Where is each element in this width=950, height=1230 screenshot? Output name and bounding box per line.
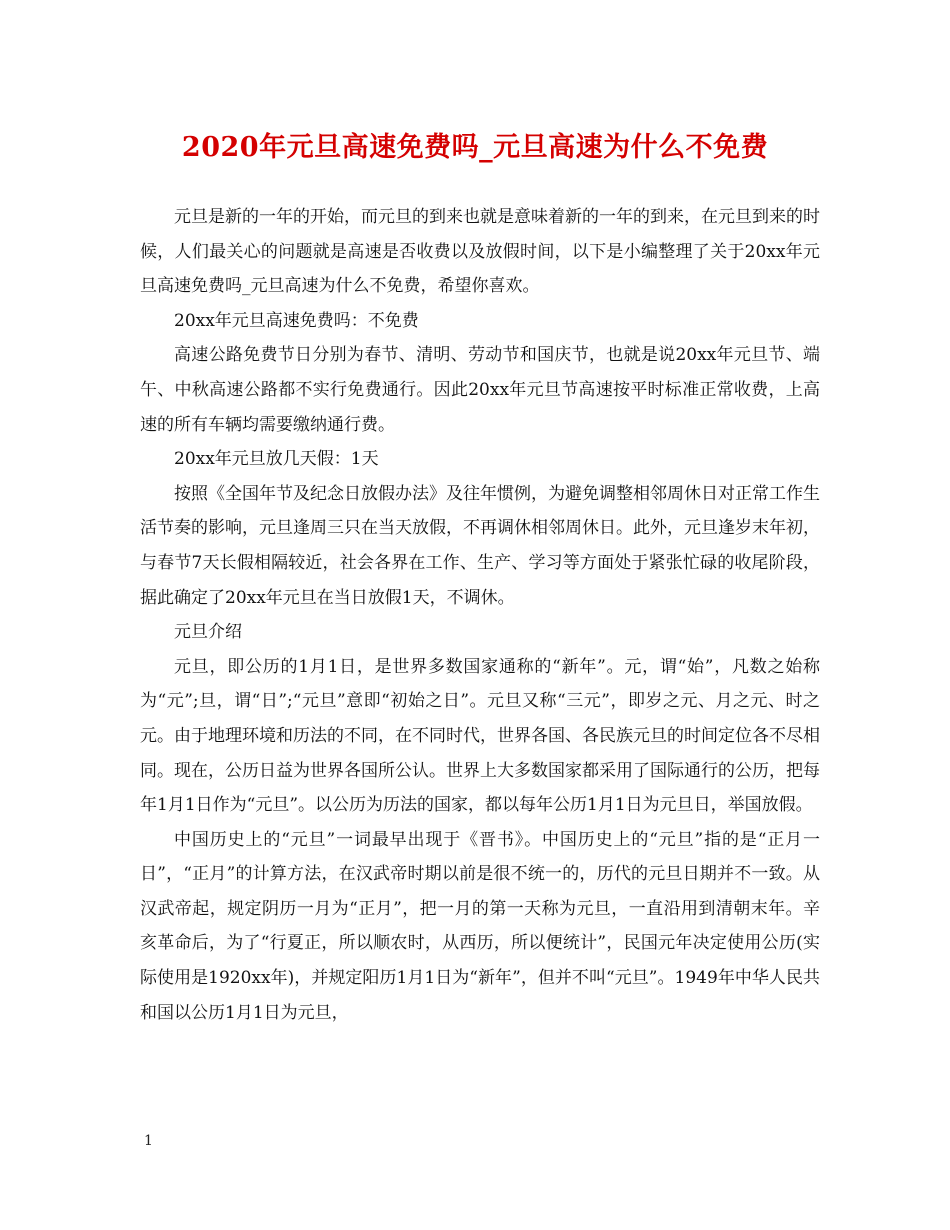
paragraph: 20xx年元旦高速免费吗：不免费 [174, 310, 419, 331]
document-title: 2020年元旦高速免费吗_元旦高速为什么不免费 [181, 132, 769, 163]
paragraph: 20xx年元旦放几天假：1天 [174, 449, 379, 470]
paragraph: 元旦是新的一年的开始，而元旦的到来也就是意味着新的一年的到来，在元旦到来的时候，人们最关心的问题就是高速是否收费以及放假时间，以下是小编整理了关于20xx年元旦高速免费吗_元旦高速为什么不免费，希望你喜欢。 [140, 207, 820, 297]
paragraph: 元旦，即公历的1月1日，是世界多数国家通称的“新年”。元，谓“始”，凡数之始称为“元”;旦，谓“日”;“元旦”意即“初始之日”。元旦又称“三元”，即岁之元、月之元、时之元。由于地理环境和历法的不同，在不同时代，世界各国、各民族元旦的时间定位各不尽相同。现在，公历日益为世界各国所公认。世界上大多数国家都采用了国际通行的公历，把每年1月1日作为“元旦”。以公历为历法的国家，都以每年公历1月1日为元旦日，举国放假。 [140, 656, 820, 816]
paragraph: 中国历史上的“元旦”一词最早出现于《晋书》。中国历史上的“元旦”指的是“正月一日”，“正月”的计算方法，在汉武帝时期以前是很不统一的，历代的元旦日期并不一致。从汉武帝起，规定阴历一月为“正月”，把一月的第一天称为元旦，一直沿用到清朝末年。辛亥革命后，为了“行夏正，所以顺农时，从西历，所以便统计”，民国元年决定使用公历(实际使用是1920xx年)，并规定阳历1月1日为“新年”，但并不叫“元旦”。1949年中华人民共和国以公历1月1日为元旦， [140, 829, 820, 1023]
document-body [140, 200, 820, 1030]
paragraph: 高速公路免费节日分别为春节、清明、劳动节和国庆节，也就是说20xx年元旦节、端午、中秋高速公路都不实行免费通行。因此20xx年元旦节高速按平时标准正常收费，上高速的所有车辆均需要缴纳通行费。 [140, 345, 820, 435]
paragraph: 按照《全国年节及纪念日放假办法》及往年惯例，为避免调整相邻周休日对正常工作生活节奏的影响，元旦逢周三只在当天放假，不再调休相邻周休日。此外，元旦逢岁末年初，与春节7天长假相隔较近，社会各界在工作、生产、学习等方面处于紧张忙碌的收尾阶段，据此确定了20xx年元旦在当日放假1天，不调休。 [140, 483, 820, 608]
section-heading: 元旦介绍 [174, 622, 242, 643]
page-number: 1 [144, 1133, 153, 1149]
